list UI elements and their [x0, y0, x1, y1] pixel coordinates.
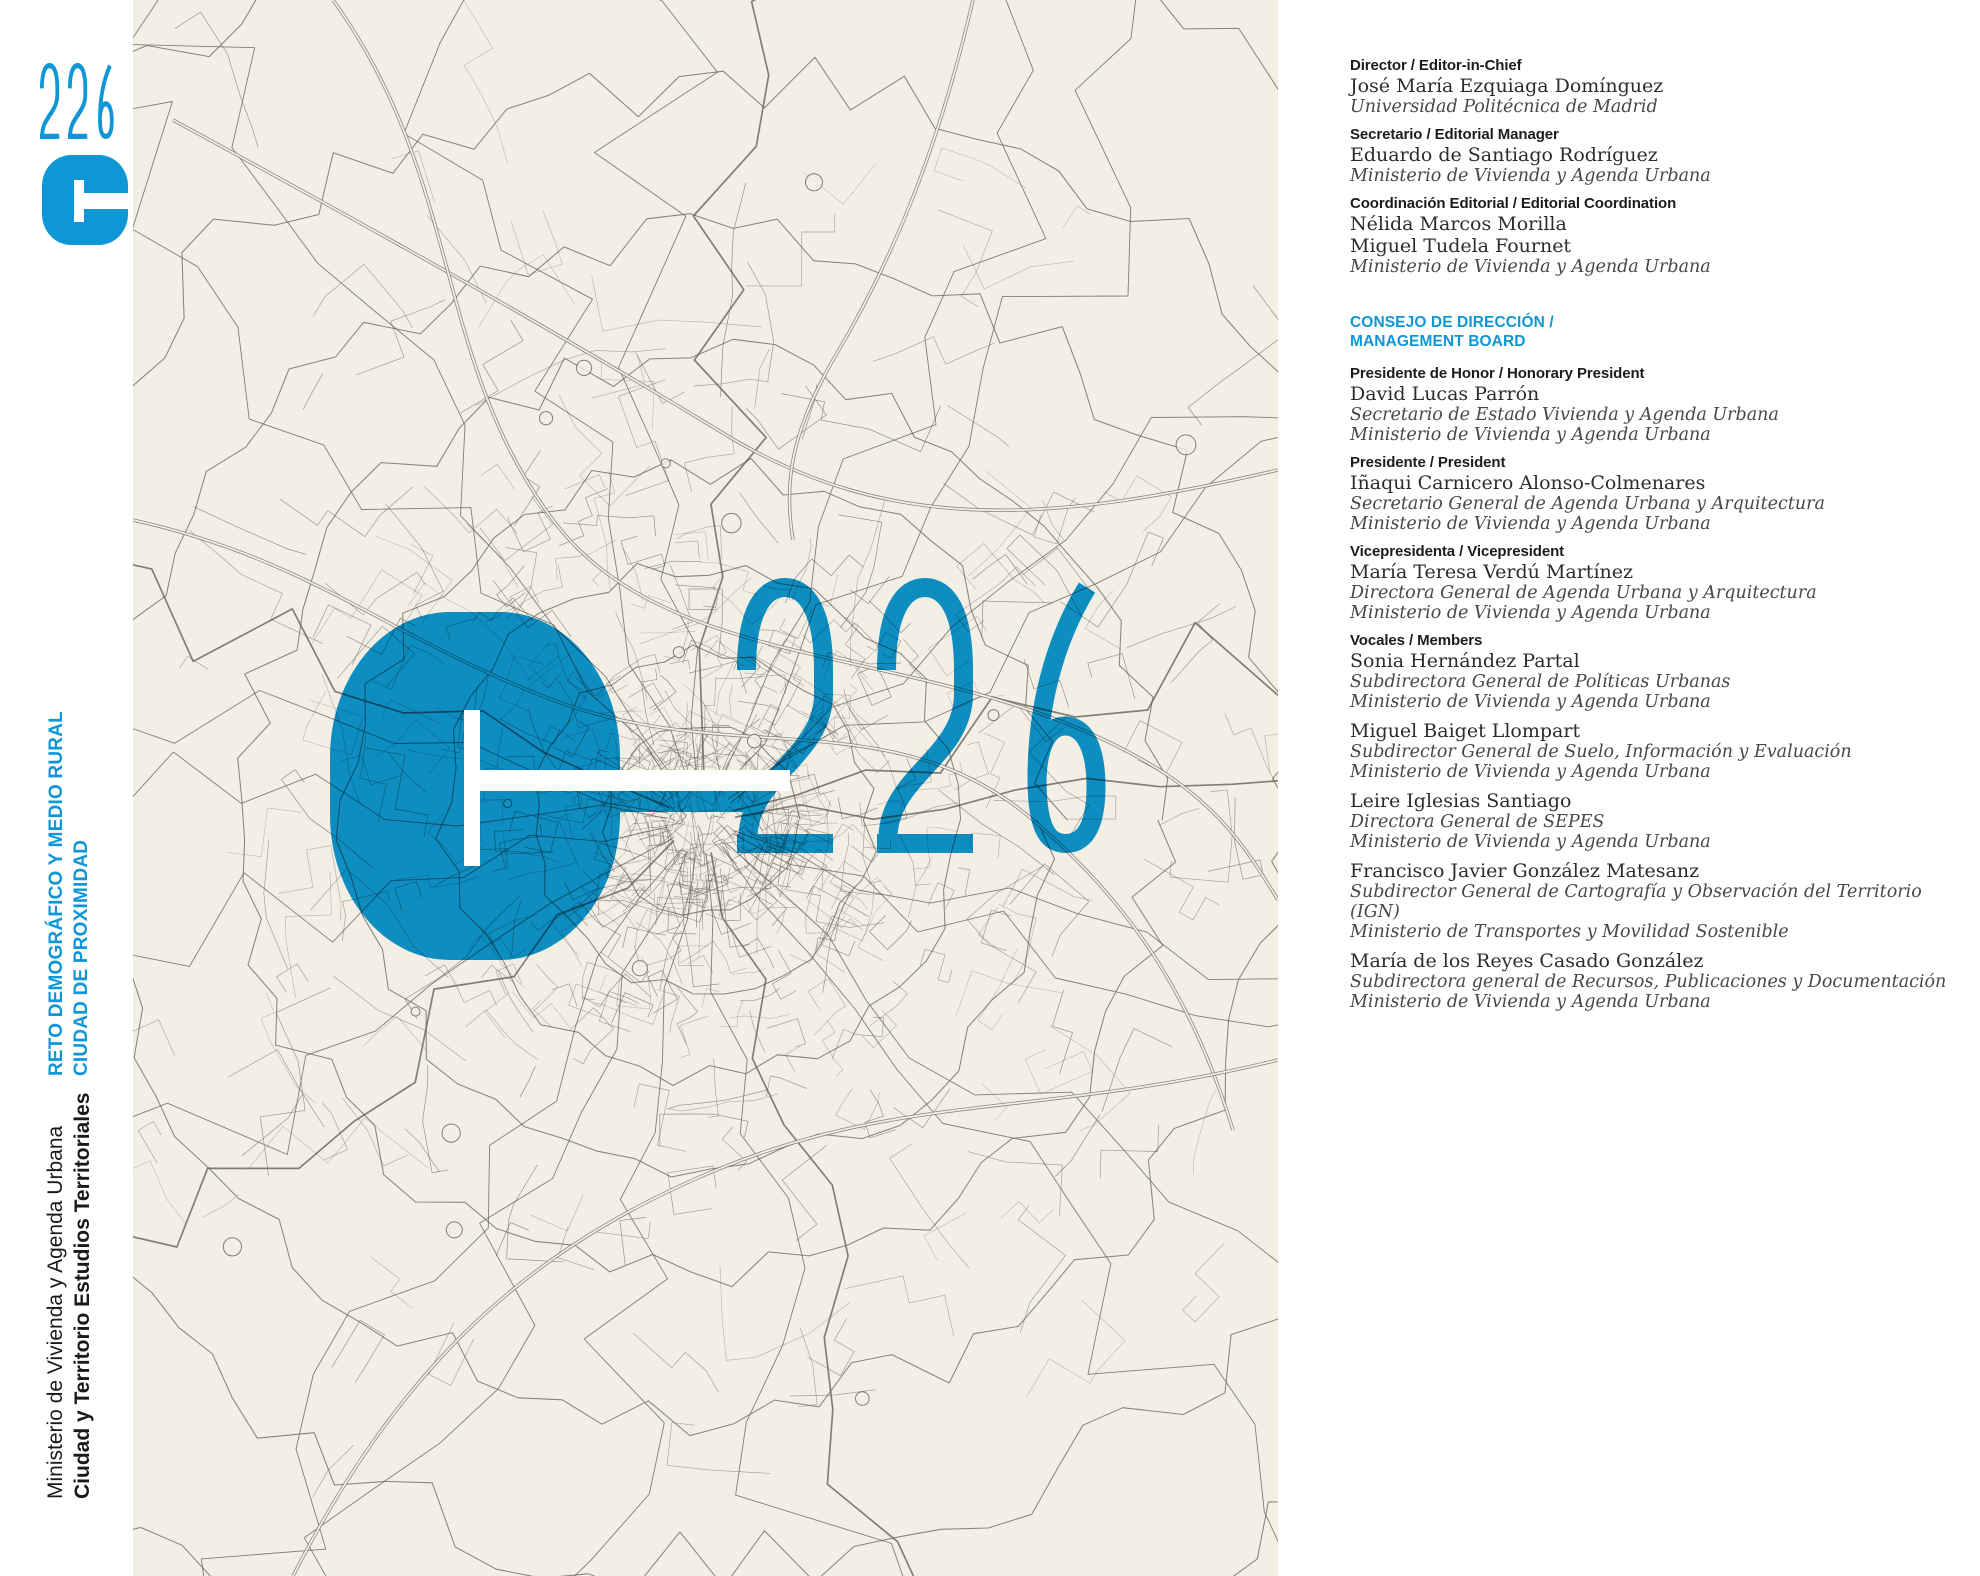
- credit-block: [1350, 790, 1965, 852]
- credit-block: [1350, 720, 1965, 782]
- person-name: David Lucas Parrón: [1350, 383, 1540, 405]
- role-heading: Presidente de Honor / Honorary President: [1350, 365, 1645, 382]
- board-heading-line2: MANAGEMENT BOARD: [1350, 333, 1526, 350]
- affiliation: Ministerio de Vivienda y Agenda Urbana: [1350, 992, 1711, 1012]
- person-name: Eduardo de Santiago Rodríguez: [1350, 144, 1658, 166]
- editorial-credits-column: [1350, 56, 1965, 1020]
- credit-block: [1350, 542, 1965, 623]
- affiliation: Directora General de Agenda Urbana y Arquitectura: [1350, 583, 1817, 603]
- person-name: María de los Reyes Casado González: [1350, 950, 1704, 972]
- spine-theme-line2: CIUDAD DE PROXIMIDAD: [71, 839, 92, 1076]
- person-name: Leire Iglesias Santiago: [1350, 790, 1572, 812]
- person-name: Sonia Hernández Partal: [1350, 650, 1580, 672]
- management-board-section: [1350, 364, 1965, 1012]
- spine-theme-line1: RETO DEMOGRÁFICO Y MEDIO RURAL: [46, 711, 67, 1076]
- role-heading: Vicepresidenta / Vicepresident: [1350, 543, 1565, 560]
- person-name: Miguel Tudela Fournet: [1350, 235, 1572, 257]
- role-heading: Presidente / President: [1350, 454, 1506, 471]
- management-board-heading: [1350, 313, 1965, 351]
- credit-block: [1350, 194, 1965, 277]
- role-heading: Coordinación Editorial / Editorial Coordination: [1350, 195, 1677, 212]
- spine-theme-title: [44, 711, 94, 1076]
- person-name: Francisco Javier González Matesanz: [1350, 860, 1700, 882]
- credit-block: [1350, 860, 1965, 942]
- credit-block: [1350, 56, 1965, 117]
- logo-counter-slot: [480, 770, 790, 791]
- affiliation: Secretario General de Agenda Urbana y Arquitectura: [1350, 494, 1825, 514]
- affiliation: Ministerio de Transportes y Movilidad Sostenible: [1350, 922, 1789, 942]
- affiliation: Subdirectora General de Políticas Urbanas: [1350, 672, 1731, 692]
- affiliation: Ministerio de Vivienda y Agenda Urbana: [1350, 166, 1711, 186]
- board-heading-line1: CONSEJO DE DIRECCIÓN /: [1350, 314, 1554, 331]
- role-heading: Director / Editor-in-Chief: [1350, 57, 1522, 74]
- credit-block: [1350, 453, 1965, 534]
- role-heading: Vocales / Members: [1350, 632, 1483, 649]
- center-logo-white-counters: [133, 0, 1278, 1576]
- affiliation: Ministerio de Vivienda y Agenda Urbana: [1350, 425, 1711, 445]
- credit-block: [1350, 950, 1965, 1012]
- role-heading: Secretario / Editorial Manager: [1350, 126, 1559, 143]
- person-name: María Teresa Verdú Martínez: [1350, 561, 1634, 583]
- spine-journal-title: [42, 1093, 96, 1499]
- person-name: Miguel Baiget Llompart: [1350, 720, 1581, 742]
- affiliation: Subdirector General de Cartografía y Observación del Territorio (IGN): [1350, 882, 1922, 922]
- affiliation: Secretario de Estado Vivienda y Agenda Urbana: [1350, 405, 1779, 425]
- affiliation: Ministerio de Vivienda y Agenda Urbana: [1350, 257, 1711, 277]
- affiliation: Universidad Politécnica de Madrid: [1350, 97, 1658, 117]
- person-name: Iñaqui Carnicero Alonso-Colmenares: [1350, 472, 1706, 494]
- affiliation: Subdirector General de Suelo, Información y Evaluación: [1350, 742, 1852, 762]
- affiliation: Directora General de SEPES: [1350, 812, 1605, 832]
- logo-counter-stem: [464, 710, 480, 866]
- issue-number: [40, 63, 114, 139]
- affiliation: Ministerio de Vivienda y Agenda Urbana: [1350, 832, 1711, 852]
- credit-block: [1350, 125, 1965, 186]
- affiliation: Ministerio de Vivienda y Agenda Urbana: [1350, 692, 1711, 712]
- affiliation: Ministerio de Vivienda y Agenda Urbana: [1350, 762, 1711, 782]
- affiliation: Subdirectora general de Recursos, Publicaciones y Documentación: [1350, 972, 1947, 992]
- credit-block: [1350, 631, 1965, 712]
- credit-block: [1350, 364, 1965, 445]
- spine-ministry-name: Ministerio de Vivienda y Agenda Urbana: [44, 1125, 67, 1499]
- person-name: José María Ezquiaga Domínguez: [1350, 75, 1664, 97]
- editorial-team-section: [1350, 56, 1965, 277]
- affiliation: Ministerio de Vivienda y Agenda Urbana: [1350, 514, 1711, 534]
- city-street-map: [133, 0, 1278, 1576]
- affiliation: Ministerio de Vivienda y Agenda Urbana: [1350, 603, 1711, 623]
- cytet-c-logo-icon: [42, 155, 128, 247]
- spine-journal-name: Ciudad y Territorio Estudios Territoriales: [71, 1092, 94, 1499]
- person-name: Nélida Marcos Morilla: [1350, 213, 1567, 235]
